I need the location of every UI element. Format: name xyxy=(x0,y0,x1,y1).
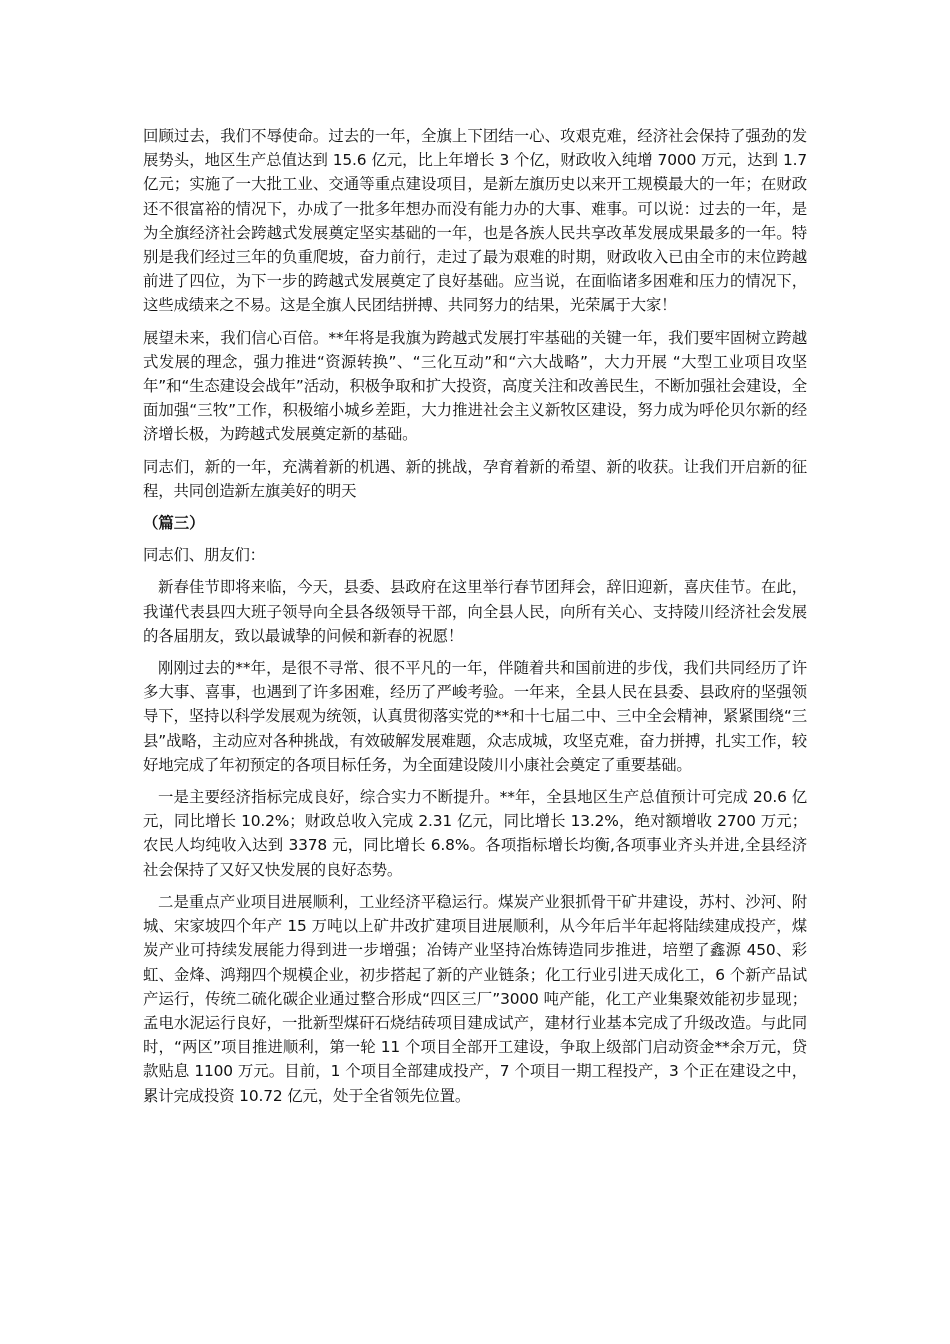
paragraph-economy: 一是主要经济指标完成良好，综合实力不断提升。**年，全县地区生产总值预计可完成 20.6 亿元，同比增长 10.2%；财政总收入完成 2.31 亿元，同比增长 13.2%，绝对额增收 2700 万元；农民人均纯收入达到 3378 元，同比增长 6.8%。各项指标增长均衡,各项事业齐头并进,全县经济社会保持了又好又快发展的良好态势。 xyxy=(143,788,807,879)
salutation: 同志们、朋友们： xyxy=(143,546,265,565)
paragraph-past-year: 刚刚过去的**年，是很不寻常、很不平凡的一年，伴随着共和国前进的步伐，我们共同经历了许多大事、喜事，也遇到了许多困难，经历了严峻考验。一年来，全县人民在县委、县政府的坚强领导下，坚持以科学发展观为统领，认真贯彻落实党的**和十七届二中、三中全会精神，紧紧围绕“三县”战略，主动应对各种挑战，有效破解发展难题，众志成城，攻坚克难，奋力拼搏，扎实工作，较好地完成了年初预定的各项目标任务，为全面建设陵川小康社会奠定了重要基础。 xyxy=(143,659,807,774)
section-heading: （篇三） xyxy=(143,514,205,533)
document-page xyxy=(143,124,807,1116)
paragraph-industry: 二是重点产业项目进展顺利，工业经济平稳运行。煤炭产业狠抓骨干矿井建设，苏村、沙河、附城、宋家坡四个年产 15 万吨以上矿井改扩建项目进展顺利，从今年后半年起将陆续建成投产，煤炭产业可持续发展能力得到进一步增强；冶铸产业坚持冶炼铸造同步推进，培塑了鑫源 450、彩虹、金烽、鸿翔四个规模企业，初步搭起了新的产业链条；化工行业引进天成化工，6 个新产品试产运行，传统二硫化碳企业通过整合形成“四区三厂”3000 吨产能，化工产业集聚效能初步显现；孟电水泥运行良好，一批新型煤矸石烧结砖项目建成试产，建材行业基本完成了升级改造。与此同时，“两区”项目推进顺利，第一轮 11 个项目全部开工建设，争取上级部门启动资金**余万元，贷款贴息 1100 万元。目前，1 个项目全部建成投产，7 个项目一期工程投产，3 个正在建设之中，累计完成投资 10.72 亿元，处于全省领先位置。 xyxy=(143,892,807,1105)
paragraph-closing: 同志们，新的一年，充满着新的机遇、新的挑战，孕育着新的希望、新的收获。让我们开启新的征程，共同创造新左旗美好的明天 xyxy=(143,457,807,500)
paragraph-greeting: 新春佳节即将来临，今天，县委、县政府在这里举行春节团拜会，辞旧迎新，喜庆佳节。在此，我谨代表县四大班子领导向全县各级领导干部，向全县人民，向所有关心、支持陵川经济社会发展的各届朋友，致以最诚挚的问候和新春的祝愿！ xyxy=(143,578,807,645)
paragraph-outlook: 展望未来，我们信心百倍。**年将是我旗为跨越式发展打牢基础的关键一年，我们要牢固树立跨越式发展的理念，强力推进“资源转换”、“三化互动”和“六大战略”，大力开展 “大型工业项目攻坚年”和“生态建设会战年”活动，积极争取和扩大投资，高度关注和改善民生，不断加强社会建设，全面加强“三牧”工作，积极缩小城乡差距，大力推进社会主义新牧区建设，努力成为呼伦贝尔新的经济增长极，为跨越式发展奠定新的基础。 xyxy=(143,328,807,444)
paragraph-review: 回顾过去，我们不辱使命。过去的一年，全旗上下团结一心、攻艰克难，经济社会保持了强劲的发展势头，地区生产总值达到 15.6 亿元，比上年增长 3 个亿，财政收入纯增 7000 万元，达到 1.7 亿元；实施了一大批工业、交通等重点建设项目，是新左旗历史以来开工规模最大的一年；在财政还不很富裕的情况下，办成了一批多年想办而没有能力办的大事、难事。可以说：过去的一年，是为全旗经济社会跨越式发展奠定坚实基础的一年，也是各族人民共享改革发展成果最多的一年。特别是我们经过三年的负重爬坡，奋力前行，走过了最为艰难的时期，财政收入已由全市的末位跨越前进了四位，为下一步的跨越式发展奠定了良好基础。应当说，在面临诸多困难和压力的情况下，这些成绩来之不易。这是全旗人民团结拼搏、共同努力的结果，光荣属于大家！ xyxy=(143,127,807,315)
